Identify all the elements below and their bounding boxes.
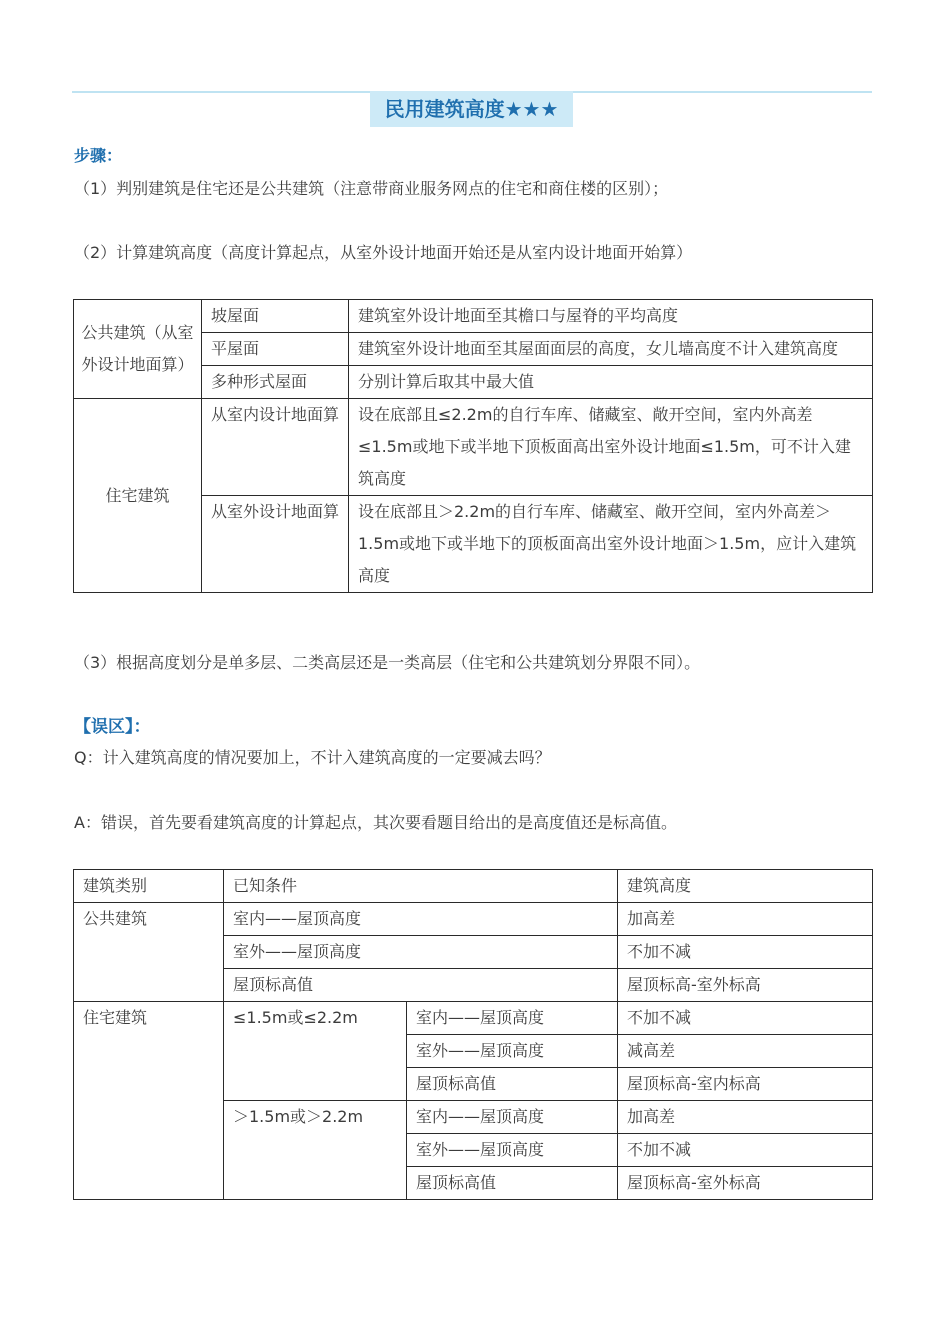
rule-cell: 设在底部且≤2.2m的自行车库、储藏室、敞开空间，室内外高差≤1.5m或地下或半地下顶板面高出室外设计地面≤1.5m，可不计入建筑高度	[349, 399, 873, 496]
start-point-cell: 从室内设计地面算	[202, 399, 349, 496]
condition-group-cell: ＞1.5m或＞2.2m	[224, 1101, 407, 1200]
condition-cell: 室外——屋顶高度	[224, 936, 618, 969]
roof-type-cell: 坡屋面	[202, 300, 349, 333]
sub-condition-cell: 室内——屋顶高度	[407, 1002, 618, 1035]
rule-cell: 建筑室外设计地面至其檐口与屋脊的平均高度	[349, 300, 873, 333]
height-cell: 不加不减	[618, 1134, 873, 1167]
residential-category-cell: 住宅建筑	[74, 399, 202, 593]
header-condition: 已知条件	[224, 870, 618, 903]
height-cell: 不加不减	[618, 1002, 873, 1035]
rule-cell: 分别计算后取其中最大值	[349, 366, 873, 399]
height-adjust-table	[73, 869, 873, 1200]
sub-condition-cell: 室外——屋顶高度	[407, 1035, 618, 1068]
mistake-label: 【误区】：	[74, 717, 151, 737]
height-cell: 加高差	[618, 903, 873, 936]
steps-label: 步骤：	[74, 146, 123, 165]
condition-cell: 室内——屋顶高度	[224, 903, 618, 936]
public-category-cell: 公共建筑	[74, 903, 224, 1002]
height-calc-table	[73, 299, 873, 593]
height-cell: 减高差	[618, 1035, 873, 1068]
sub-condition-cell: 屋顶标高值	[407, 1167, 618, 1200]
sub-condition-cell: 室内——屋顶高度	[407, 1101, 618, 1134]
height-cell: 不加不减	[618, 936, 873, 969]
height-cell: 屋顶标高-室外标高	[618, 1167, 873, 1200]
sub-condition-cell: 室外——屋顶高度	[407, 1134, 618, 1167]
question-text: Q：计入建筑高度的情况要加上，不计入建筑高度的一定要减去吗？	[74, 748, 551, 767]
sub-condition-cell: 屋顶标高值	[407, 1068, 618, 1101]
step-2: （2）计算建筑高度（高度计算起点，从室外设计地面开始还是从室内设计地面开始算）	[74, 243, 693, 262]
step-1: （1）判别建筑是住宅还是公共建筑（注意带商业服务网点的住宅和商住楼的区别）；	[74, 179, 669, 198]
height-cell: 屋顶标高-室内标高	[618, 1068, 873, 1101]
height-cell: 屋顶标高-室外标高	[618, 969, 873, 1002]
public-category-cell: 公共建筑（从室外设计地面算）	[74, 300, 202, 399]
page-title: 民用建筑高度★★★	[370, 91, 573, 127]
header-category: 建筑类别	[74, 870, 224, 903]
height-cell: 加高差	[618, 1101, 873, 1134]
roof-type-cell: 多种形式屋面	[202, 366, 349, 399]
header-height: 建筑高度	[618, 870, 873, 903]
residential-category-cell: 住宅建筑	[74, 1002, 224, 1200]
roof-type-cell: 平屋面	[202, 333, 349, 366]
answer-text: A：错误，首先要看建筑高度的计算起点，其次要看题目给出的是高度值还是标高值。	[74, 813, 677, 832]
start-point-cell: 从室外设计地面算	[202, 496, 349, 593]
condition-cell: 屋顶标高值	[224, 969, 618, 1002]
condition-group-cell: ≤1.5m或≤2.2m	[224, 1002, 407, 1101]
rule-cell: 建筑室外设计地面至其屋面面层的高度，女儿墙高度不计入建筑高度	[349, 333, 873, 366]
step-3: （3）根据高度划分是单多层、二类高层还是一类高层（住宅和公共建筑划分界限不同）。	[74, 653, 701, 672]
rule-cell: 设在底部且＞2.2m的自行车库、储藏室、敞开空间，室内外高差＞1.5m或地下或半地下的顶板面高出室外设计地面＞1.5m，应计入建筑高度	[349, 496, 873, 593]
